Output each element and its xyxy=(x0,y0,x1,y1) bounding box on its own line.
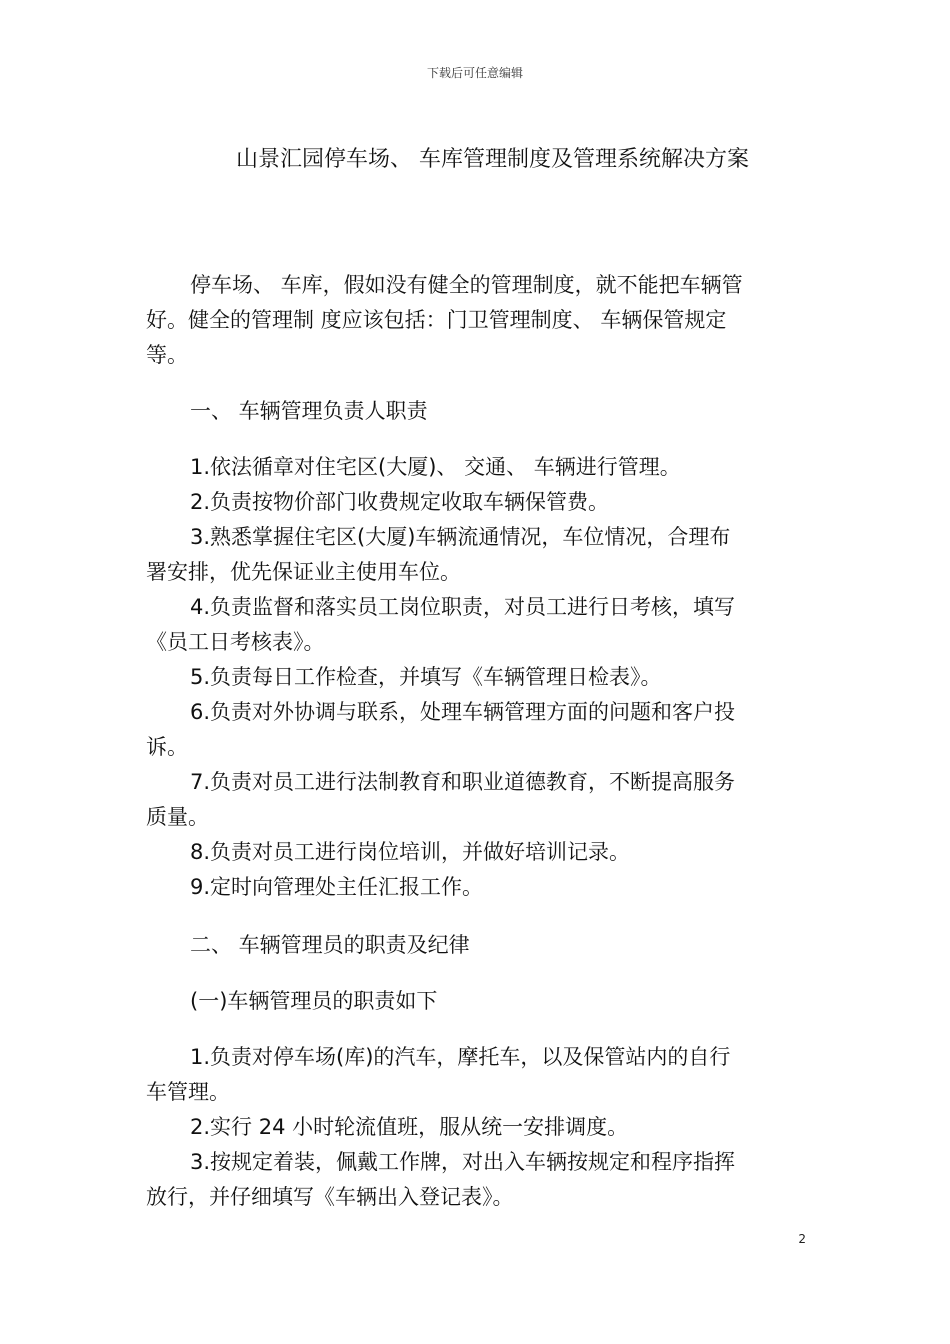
section-1-item-4-cont: 《员工日考核表》。 xyxy=(146,630,325,654)
section-1-item-9: 9.定时向管理处主任汇报工作。 xyxy=(190,875,484,899)
document-title: 山景汇园停车场、 车库管理制度及管理系统解决方案 xyxy=(236,147,749,172)
section-2-heading: 二、 车辆管理员的职责及纪律 xyxy=(190,933,470,957)
section-1-item-5: 5.负责每日工作检查，并填写《车辆管理日检表》。 xyxy=(190,665,662,689)
section-2-item-3-cont: 放行，并仔细填写《车辆出入登记表》。 xyxy=(146,1185,514,1209)
section-1-item-3-cont: 署安排，优先保证业主使用车位。 xyxy=(146,560,461,584)
section-2-item-3: 3.按规定着装，佩戴工作牌，对出入车辆按规定和程序指挥 xyxy=(190,1150,736,1174)
section-1-item-7-cont: 质量。 xyxy=(146,805,209,829)
section-1-item-3: 3.熟悉掌握住宅区(大厦)车辆流通情况，车位情况，合理布 xyxy=(190,525,731,549)
section-2-item-1-cont: 车管理。 xyxy=(146,1080,230,1104)
section-1-item-6-cont: 诉。 xyxy=(146,735,188,759)
intro-line-2: 好。健全的管理制 度应该包括：门卫管理制度、 车辆保管规定 xyxy=(146,308,727,332)
section-1-item-2: 2.负责按物价部门收费规定收取车辆保管费。 xyxy=(190,490,610,514)
section-1-item-6: 6.负责对外协调与联系，处理车辆管理方面的问题和客户投 xyxy=(190,700,736,724)
section-1-item-4: 4.负责监督和落实员工岗位职责，对员工进行日考核，填写 xyxy=(190,595,736,619)
section-1-heading: 一、 车辆管理负责人职责 xyxy=(190,399,428,423)
section-2-item-1: 1.负责对停车场(库)的汽车，摩托车，以及保管站内的自行 xyxy=(190,1045,731,1069)
intro-line-1: 停车场、 车库，假如没有健全的管理制度，就不能把车辆管 xyxy=(190,273,743,297)
section-2-subheading: (一)车辆管理员的职责如下 xyxy=(190,989,438,1013)
page-header-note: 下载后可任意编辑 xyxy=(426,66,523,80)
section-1-item-7: 7.负责对员工进行法制教育和职业道德教育，不断提高服务 xyxy=(190,770,736,794)
section-1-item-8: 8.负责对员工进行岗位培训，并做好培训记录。 xyxy=(190,840,631,864)
page-number: 2 xyxy=(798,1232,806,1246)
section-1-item-1: 1.依法循章对住宅区(大厦)、 交通、 车辆进行管理。 xyxy=(190,455,681,479)
section-2-item-2: 2.实行 24 小时轮流值班，服从统一安排调度。 xyxy=(190,1115,629,1139)
intro-line-3: 等。 xyxy=(146,343,188,367)
